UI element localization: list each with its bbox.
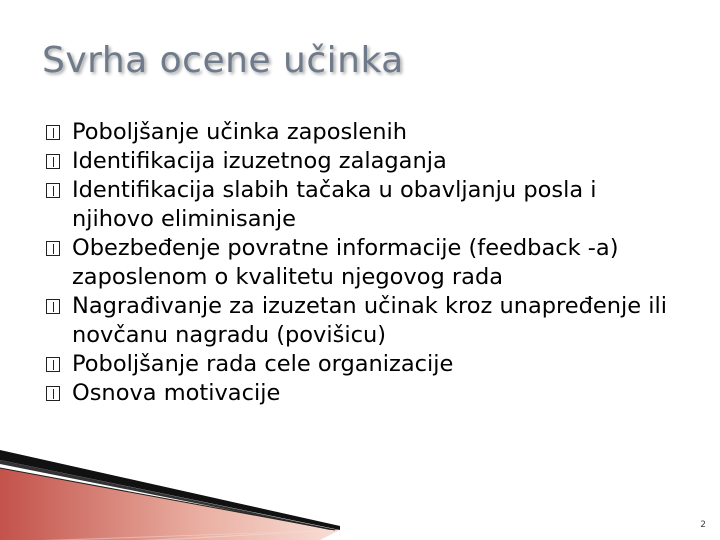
- bullet-text: Identifikacija slabih tačaka u obavljanju posla i njihovo eliminisanje: [72, 177, 597, 232]
- bullet-item: [44, 350, 684, 379]
- bullet-box-icon: [46, 154, 60, 169]
- bullet-box-icon: [46, 357, 60, 372]
- bullet-text: Obezbeđenje povratne informacije (feedback -a) zaposlenom o kvalitetu njegovog rada: [72, 235, 619, 290]
- bullet-box-icon: [46, 183, 60, 198]
- bullet-text: Osnova motivacije: [72, 380, 281, 406]
- bullet-text: Poboljšanje učinka zaposlenih: [72, 119, 408, 145]
- slide-title: Svrha ocene učinka: [42, 40, 404, 81]
- bullet-item: [44, 379, 684, 408]
- bullet-text: Identifikacija izuzetnog zalaganja: [72, 148, 447, 174]
- bullet-box-icon: [46, 299, 60, 314]
- bullet-box-icon: [46, 125, 60, 140]
- bullet-item: [44, 147, 684, 176]
- bullet-item: [44, 176, 684, 234]
- page-number: 2: [700, 520, 706, 530]
- bullet-box-icon: [46, 386, 60, 401]
- bullet-box-icon: [46, 241, 60, 256]
- red-stripe-shape: [0, 468, 340, 540]
- bullet-item: [44, 234, 684, 292]
- bullet-text: Poboljšanje rada cele organizacije: [72, 351, 454, 377]
- bullet-item: [44, 292, 684, 350]
- bullet-list: [44, 118, 684, 408]
- bullet-text: Nagrađivanje za izuzetan učinak kroz unapređenje ili novčanu nagradu (povišicu): [72, 293, 668, 348]
- bullet-item: [44, 118, 684, 147]
- decorative-stripes: [0, 430, 720, 540]
